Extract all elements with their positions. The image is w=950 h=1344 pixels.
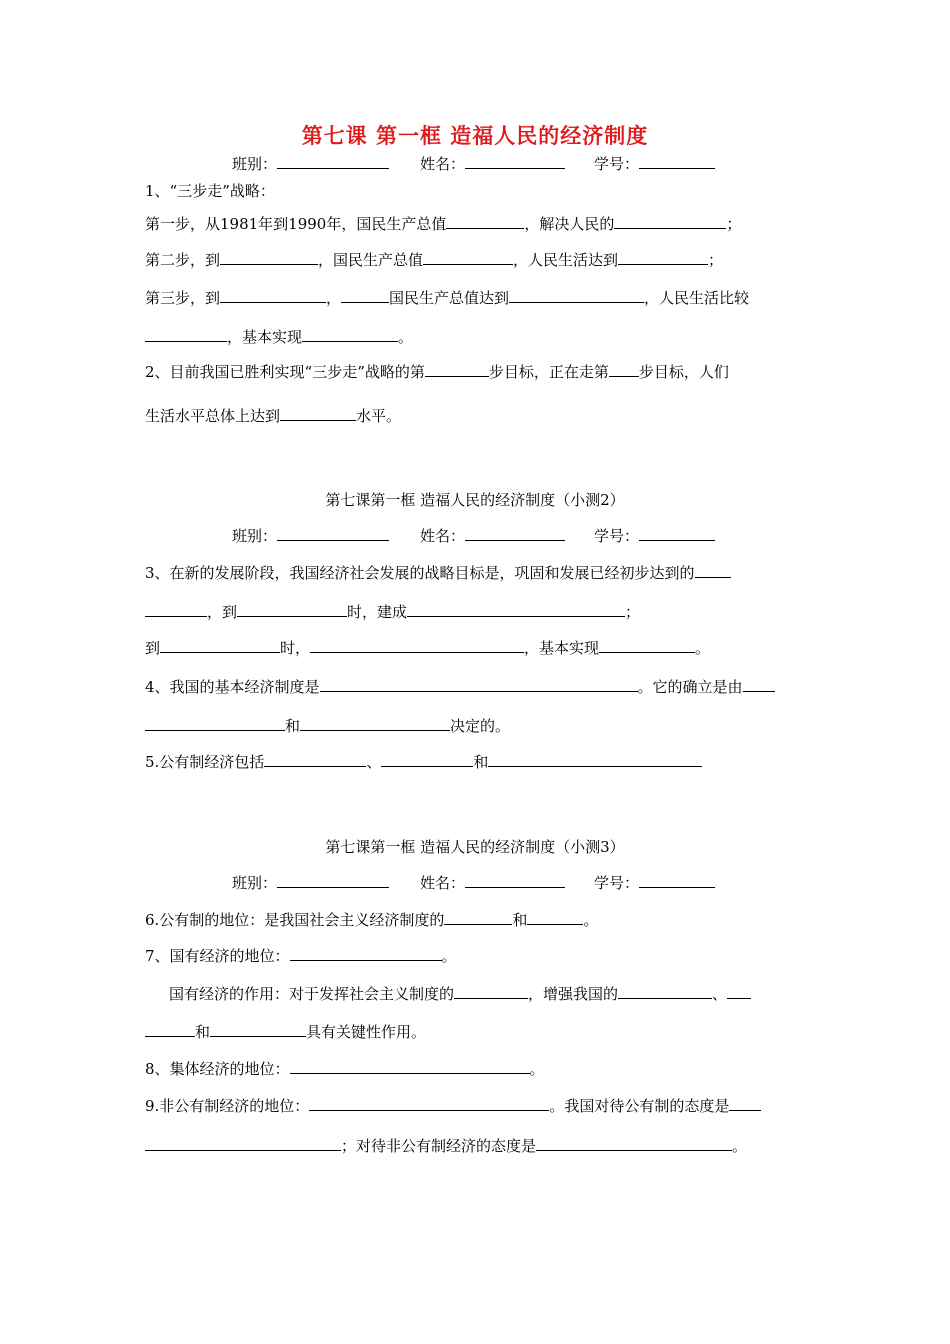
blank[interactable] xyxy=(290,946,442,961)
blank[interactable] xyxy=(488,752,702,767)
blank[interactable] xyxy=(407,602,625,617)
blank[interactable] xyxy=(599,638,695,653)
blank[interactable] xyxy=(160,638,280,653)
worksheet-title: 第七课 第一框 造福人民的经济制度 xyxy=(301,124,649,148)
section3-title: 第七课第一框 造福人民的经济制度（小测3） xyxy=(325,838,625,856)
name-blank[interactable] xyxy=(465,154,565,169)
number-blank[interactable] xyxy=(639,526,715,541)
q3-line1: 3、在新的发展阶段，我国经济社会发展的战略目标是，巩固和发展已经初步达到的 xyxy=(145,563,731,583)
class-blank[interactable] xyxy=(277,873,389,888)
blank[interactable] xyxy=(300,716,450,731)
number-field[interactable]: 学号： xyxy=(594,525,715,546)
name-field[interactable]: 姓名： xyxy=(420,872,565,893)
blank[interactable] xyxy=(618,250,708,265)
blank[interactable] xyxy=(727,984,751,999)
q1-step2: 第二步，到 ，国民生产总值 ，人民生活达到 ； xyxy=(145,251,724,269)
blank[interactable] xyxy=(309,1096,549,1111)
number-field[interactable] xyxy=(594,153,715,174)
q4-line2: 和 决定的。 xyxy=(145,716,510,736)
name-field[interactable] xyxy=(420,153,565,174)
q3-line3: 到 时， ，基本实现 。 xyxy=(145,639,711,657)
number-label: 学号： xyxy=(594,155,640,173)
blank[interactable] xyxy=(320,677,638,692)
name-field[interactable]: 姓名： xyxy=(420,525,565,546)
blank[interactable] xyxy=(145,716,285,731)
number-field[interactable]: 学号： xyxy=(594,872,715,893)
q7-line3: 和 具有关键性作用。 xyxy=(145,1022,426,1042)
class-field[interactable] xyxy=(232,153,389,174)
class-blank[interactable] xyxy=(277,154,389,169)
blank[interactable] xyxy=(454,984,528,999)
number-blank[interactable] xyxy=(639,154,715,169)
blank[interactable] xyxy=(509,288,644,303)
blank[interactable] xyxy=(381,752,473,767)
name-blank[interactable] xyxy=(465,526,565,541)
class-field[interactable]: 班别： xyxy=(232,872,389,893)
blank[interactable] xyxy=(145,1022,195,1037)
blank[interactable] xyxy=(743,677,775,692)
section2-title: 第七课第一框 造福人民的经济制度（小测2） xyxy=(325,491,625,509)
blank[interactable] xyxy=(423,250,513,265)
q1-step3: 第三步，到 ， 国民生产总值达到 ，人民生活比较 xyxy=(145,289,750,307)
name-blank[interactable] xyxy=(465,873,565,888)
q8-line: 8、集体经济的地位： 。 xyxy=(145,1060,545,1078)
blank[interactable] xyxy=(145,602,207,617)
class-label: 班别： xyxy=(232,155,278,173)
blank[interactable] xyxy=(425,362,489,377)
blank[interactable] xyxy=(444,910,512,925)
class-field[interactable]: 班别： xyxy=(232,525,389,546)
q1-heading: 1、“三步走”战略： xyxy=(145,182,275,200)
blank[interactable] xyxy=(609,362,639,377)
number-blank[interactable] xyxy=(639,873,715,888)
class-blank[interactable] xyxy=(277,526,389,541)
q4-line1: 4、我国的基本经济制度是 。它的确立是由 xyxy=(145,677,775,697)
blank[interactable] xyxy=(302,327,398,342)
blank[interactable] xyxy=(290,1059,530,1074)
blank[interactable] xyxy=(210,1022,306,1037)
q6-line: 6.公有制的地位：是我国社会主义经济制度的 和 。 xyxy=(145,911,599,929)
blank[interactable] xyxy=(729,1096,761,1111)
q9-line2: ；对待非公有制经济的态度是 。 xyxy=(145,1136,747,1156)
blank[interactable] xyxy=(695,563,731,578)
blank[interactable] xyxy=(310,638,524,653)
q5-line: 5.公有制经济包括 、 和 xyxy=(145,752,702,772)
q1-step3-cont: ，基本实现 。 xyxy=(145,327,413,347)
blank[interactable] xyxy=(446,214,524,229)
name-label: 姓名： xyxy=(420,155,466,173)
q2-line1: 2、目前我国已胜利实现“三步走”战略的第 步目标，正在走第 步目标，人们 xyxy=(145,363,729,381)
blank[interactable] xyxy=(280,406,356,421)
blank[interactable] xyxy=(145,327,227,342)
blank[interactable] xyxy=(237,602,347,617)
q7-line2: 国有经济的作用：对于发挥社会主义制度的 ，增强我国的 、 xyxy=(169,984,751,1004)
q2-line2: 生活水平总体上达到 水平。 xyxy=(145,407,402,425)
blank[interactable] xyxy=(614,214,726,229)
blank[interactable] xyxy=(220,288,326,303)
blank[interactable] xyxy=(341,288,389,303)
blank[interactable] xyxy=(527,910,583,925)
blank[interactable] xyxy=(618,984,712,999)
q3-line2: ，到 时，建成 ； xyxy=(145,602,640,622)
q7-line1: 7、国有经济的地位： 。 xyxy=(145,947,457,965)
blank[interactable] xyxy=(220,250,318,265)
blank[interactable] xyxy=(536,1136,732,1151)
q9-line1: 9.非公有制经济的地位： 。我国对待公有制的态度是 xyxy=(145,1096,761,1116)
blank[interactable] xyxy=(145,1136,341,1151)
blank[interactable] xyxy=(264,752,366,767)
q1-step1: 第一步，从1981年到1990年，国民生产总值 ，解决人民的 ； xyxy=(145,215,742,233)
